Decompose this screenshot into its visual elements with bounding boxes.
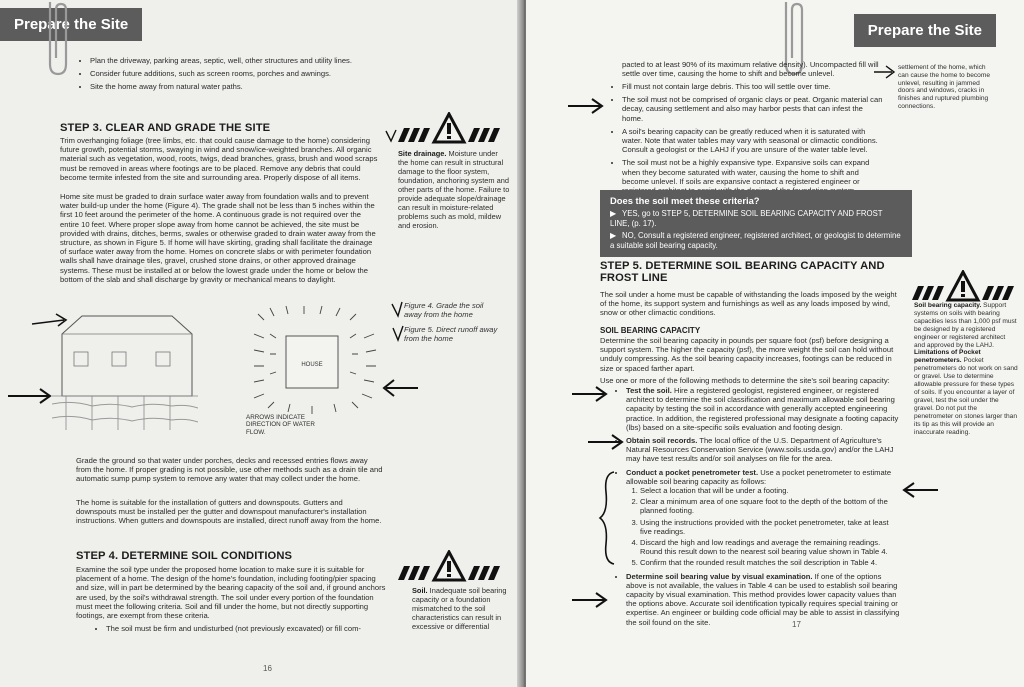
- settlement-sidebar: settlement of the home, which can cause the home to become unlevel, resulting in jammed doors and windows, cracks in finishes and ruptured plumbing connections.: [898, 64, 991, 110]
- soil-text: Inadequate soil bearing capacity or a foundation mismatched to the soil characteristics can result in excessive or differential: [412, 586, 507, 631]
- step5-intro: The soil under a home must be capable of withstanding the loads imposed by the weight of the home, its support system and furnishings as well as any loads imposed by wind, snow or other climactic conditions.: [600, 290, 897, 318]
- step4-para: Examine the soil type under the proposed home location to make sure it is suitable for placement of a home. The design of the home's foundation, including footing/pier spacing and size, will in part be determined by the bearing capacity of the soil and, if ground anchors are used, by the soil's withdrawal strength. The soil under every portion of the foundation must meet the following criteria. Soil and fill under the home, but not directly supporting footings, are exempt from these criteria.: [76, 565, 386, 621]
- methods-list: [610, 386, 900, 631]
- ink-brace-icon: [598, 470, 618, 566]
- step4-heading: STEP 4. DETERMINE SOIL CONDITIONS: [76, 550, 293, 562]
- list-item: 4. Discard the high and low readings and average the remaining readings. Round this result down to the nearest soil bearing value shown in Table 4.: [640, 538, 900, 556]
- left-page-number: 16: [263, 664, 272, 673]
- step5-heading: STEP 5. DETERMINE SOIL BEARING CAPACITY AND FROST LINE: [600, 260, 885, 284]
- figure4-caption: Figure 4. Grade the soil away from the home: [404, 301, 484, 319]
- ink-arrow-icon: [6, 386, 54, 406]
- method1-title: Test the soil.: [626, 386, 672, 395]
- ink-arrow-icon: [380, 376, 420, 400]
- right-page-number: 17: [792, 620, 801, 629]
- list-item: • Fill must not contain large debris. This too will settle over time.: [622, 82, 884, 91]
- step3-heading: STEP 3. CLEAR AND GRADE THE SITE: [60, 122, 271, 134]
- right-page: [526, 0, 1024, 687]
- play-arrow-icon: ▶: [610, 209, 616, 218]
- ink-check-icon: [384, 128, 398, 144]
- list-item: [626, 436, 900, 464]
- list-item: • Plan the driveway, parking areas, septic, well, other structures and utility lines.: [90, 56, 374, 65]
- method4-title: Determine soil bearing value by visual examination.: [626, 571, 813, 581]
- penetrometer-side-text: Pocket penetrometers do not work on sand or gravel. Use to determine allowable pressure for these types of soils. If you encounter a layer of gravel, test the soil under the gravel. Do not put the penetrometer on stones larger than its tip as this will provide an inaccurate reading.: [914, 357, 1018, 436]
- ink-arrow-icon: [566, 96, 606, 116]
- method1-text: Hire a registered geologist, registered engineer, or registered architect to determine the soil classification and maximum allowable soil bearing capacity by testing the soil in accordance with generally accepted engineering practice. In addition, the registered professional may designate a footing capacity (lbs) based on a site-specific soils evaluation and footing design.: [626, 386, 899, 432]
- method2-title: Obtain soil records.: [626, 436, 698, 446]
- soil-criteria-callout: [600, 190, 912, 257]
- ink-arrow-icon: [900, 480, 940, 500]
- list-item: • The soil must be firm and undisturbed (not previously excavated) or fill com-: [106, 624, 386, 633]
- step3-para1: Trim overhanging foliage (tree limbs, etc. that could cause damage to the home) considering future growth, potential storms, swaying in wind and snow/ice-weighted branches. All organic material such as vegetation, wood, roots, twigs, dead branches, grass, brush and wood scraps must be removed in areas where footings are to be placed. Remove any debris that could become termite infested from the site and surrounding area. Properly dispose of all items.: [60, 136, 378, 182]
- method2-text: The local office of the U.S. Department of Agriculture's Natural Resources Conservation Service (www.soils.usda.gov) and/or the LAHJ may have test results and/or soil analyses on file for the area.: [626, 436, 894, 464]
- right-section-tab: Prepare the Site: [854, 14, 996, 47]
- ink-arrow-icon: [586, 432, 626, 452]
- callout-no: [610, 231, 902, 251]
- list-item: • The soil must not be a highly expansive type. Expansive soils can expand when they become saturated with water, causing the home to shift and become unlevel. If soils are expansive contact a registered engineer or: [622, 158, 884, 195]
- ink-arrow-icon: [570, 384, 610, 404]
- method3-title: Conduct a pocket penetrometer test.: [626, 467, 759, 477]
- soil-bearing-side-label: Soil bearing capacity.: [914, 302, 982, 309]
- list-item: 3. Using the instructions provided with the pocket penetrometer, take at least five readings.: [640, 518, 900, 536]
- left-para3: Grade the ground so that water under porches, decks and recessed entries flows away from the home. If proper grading is not possible, use other methods such as a drain tile and automatic sump pump system to remove any water that may collect under the home.: [76, 456, 383, 484]
- ink-arrow-icon: [872, 62, 898, 82]
- intro-bullets: [74, 56, 374, 96]
- method3-text: Use a pocket penetrometer to estimate allowable soil bearing capacity as follows:: [626, 467, 892, 486]
- list-item: • Consider future additions, such as screen rooms, porches and awnings.: [90, 69, 374, 78]
- site-drainage-sidebar: [398, 149, 510, 230]
- list-item: 1. Select a location that will be under a footing.: [640, 486, 900, 495]
- warning-icon: [398, 550, 502, 582]
- site-drainage-label: Site drainage.: [398, 149, 447, 158]
- callout-question: Does the soil meet these criteria?: [610, 195, 760, 206]
- list-item: [626, 386, 900, 432]
- left-section-tab: Prepare the Site: [0, 8, 142, 41]
- callout-yes: [610, 209, 902, 229]
- methods-intro: Use one or more of the following methods to determine the site's soil bearing capacity:: [600, 376, 890, 385]
- figure5-caption: Figure 5. Direct runoff away from the home: [404, 325, 498, 343]
- soil-bearing-sidebar: [914, 302, 1018, 436]
- list-item: • The soil must not be comprised of organic clays or peat. Organic material can decay, causing settlement and also may harbor pests that can infest the home.: [622, 95, 884, 123]
- soil-bearing-subheading: SOIL BEARING CAPACITY: [600, 326, 701, 335]
- soil-bearing-para: Determine the soil bearing capacity in pounds per square foot (psf) before designing a support system. The higher the capacity (psf), the more weight the soil can hold without unduly compressing. As the soil bearing capacity increases, footings can be reduced in size or spaced farther apart.: [600, 336, 894, 373]
- step3-para2: Home site must be graded to drain surface water away from foundation walls and to prevent water build-up under the home (Figure 4). The grade shall not be less than 5 inches within the first 10 feet around the perimeter of the home. A continuous grade is not required over the entire 10 feet. Where proper slope away from home cannot be achieved, the site must be provided with drains, ditches, berms, swales or otherwise graded to drain water away from the structure, as shown in Figure 5. If home will have skirting, grading shall facilitate the drainage of surface water away from the home. Homes on concrete slabs or with perimeter foundation walls shall have drainage tiles, gravel, crushed stone drains, or other approved drainage systems. These must be installed at or below the lowest grade under the home or below the bottom of the slab and shall discharge by gravity or mechanical means to daylight.: [60, 192, 376, 284]
- penetrometer-side-label: Limitations of Pocket penetrometers.: [914, 349, 981, 365]
- list-item: • Site the home away from natural water paths.: [90, 82, 374, 91]
- callout-yes-text: YES, go to STEP 5, DETERMINE SOIL BEARING CAPACITY AND FROST LINE, (p. 17).: [610, 209, 883, 228]
- top-continuation: pacted to at least 90% of its maximum relative density). Uncompacted fill will settle over time, causing the home to shift and become unlevel.: [622, 60, 879, 79]
- warning-icon: [398, 112, 502, 144]
- soil-bearing-side-text: Support systems on soils with bearing capacities less than 1,000 psf must be designed by a registered engineer or registered architect and approved by the LAHJ.: [914, 302, 1017, 349]
- list-item: • A soil's bearing capacity can be greatly reduced when it is saturated with water. Note that water tables may vary with seasonal or climactic conditions. Consult a geologist or the LAHJ if you are unsure of the water table level.: [622, 127, 884, 155]
- warning-icon: [912, 270, 1016, 302]
- figure5-house-label: HOUSE: [301, 362, 323, 368]
- ink-arrow-icon: [570, 588, 610, 610]
- criteria-bullets: [606, 82, 884, 199]
- site-drainage-text: Moisture under the home can result in structural damage to the floor system, foundation, anchoring system and other parts of the home. Failure to provide adequate slope/drainage can result in moisture-related problems such as mold, mildew and erosion.: [398, 149, 510, 230]
- list-item: [626, 468, 900, 568]
- list-item: 5. Confirm that the rounded result matches the soil description in Table 4.: [640, 558, 900, 567]
- soil-label: Soil.: [412, 586, 428, 595]
- list-item: [626, 572, 900, 627]
- ink-check-icon: [390, 300, 406, 344]
- play-arrow-icon: ▶: [610, 231, 616, 240]
- method4-text: If one of the options above is not available, the values in Table 4 can be used to establish soil bearing capacity by visual examination. This method provides lower capacity values than the options above. Accurate soil identification typically requires special training or expertise. An engineer or building code official may be able to assist in classifying the soil found on the site.: [626, 571, 900, 627]
- list-item: 2. Clear a minimum area of one square foot to the depth of the bottom of the planned footing.: [640, 497, 900, 515]
- left-para4: The home is suitable for the installation of gutters and downspouts. Gutters and downspouts must be installed per the gutter and downspout manufacturer's installation instructions. When gutters and downspouts are installed, direct runoff away from the home.: [76, 498, 382, 526]
- step4-bullet: [90, 624, 386, 637]
- ink-arrow-icon: [30, 310, 70, 330]
- callout-no-text: NO, Consult a registered engineer, registered architect, or geologist to determine a suitable soil bearing capacity.: [610, 231, 901, 250]
- figure4-illustration: [52, 312, 198, 436]
- soil-sidebar: [412, 586, 516, 631]
- figure5-arrows-label: ARROWS INDICATE DIRECTION OF WATER FLOW.: [246, 414, 315, 436]
- figure5-illustration: [252, 304, 382, 416]
